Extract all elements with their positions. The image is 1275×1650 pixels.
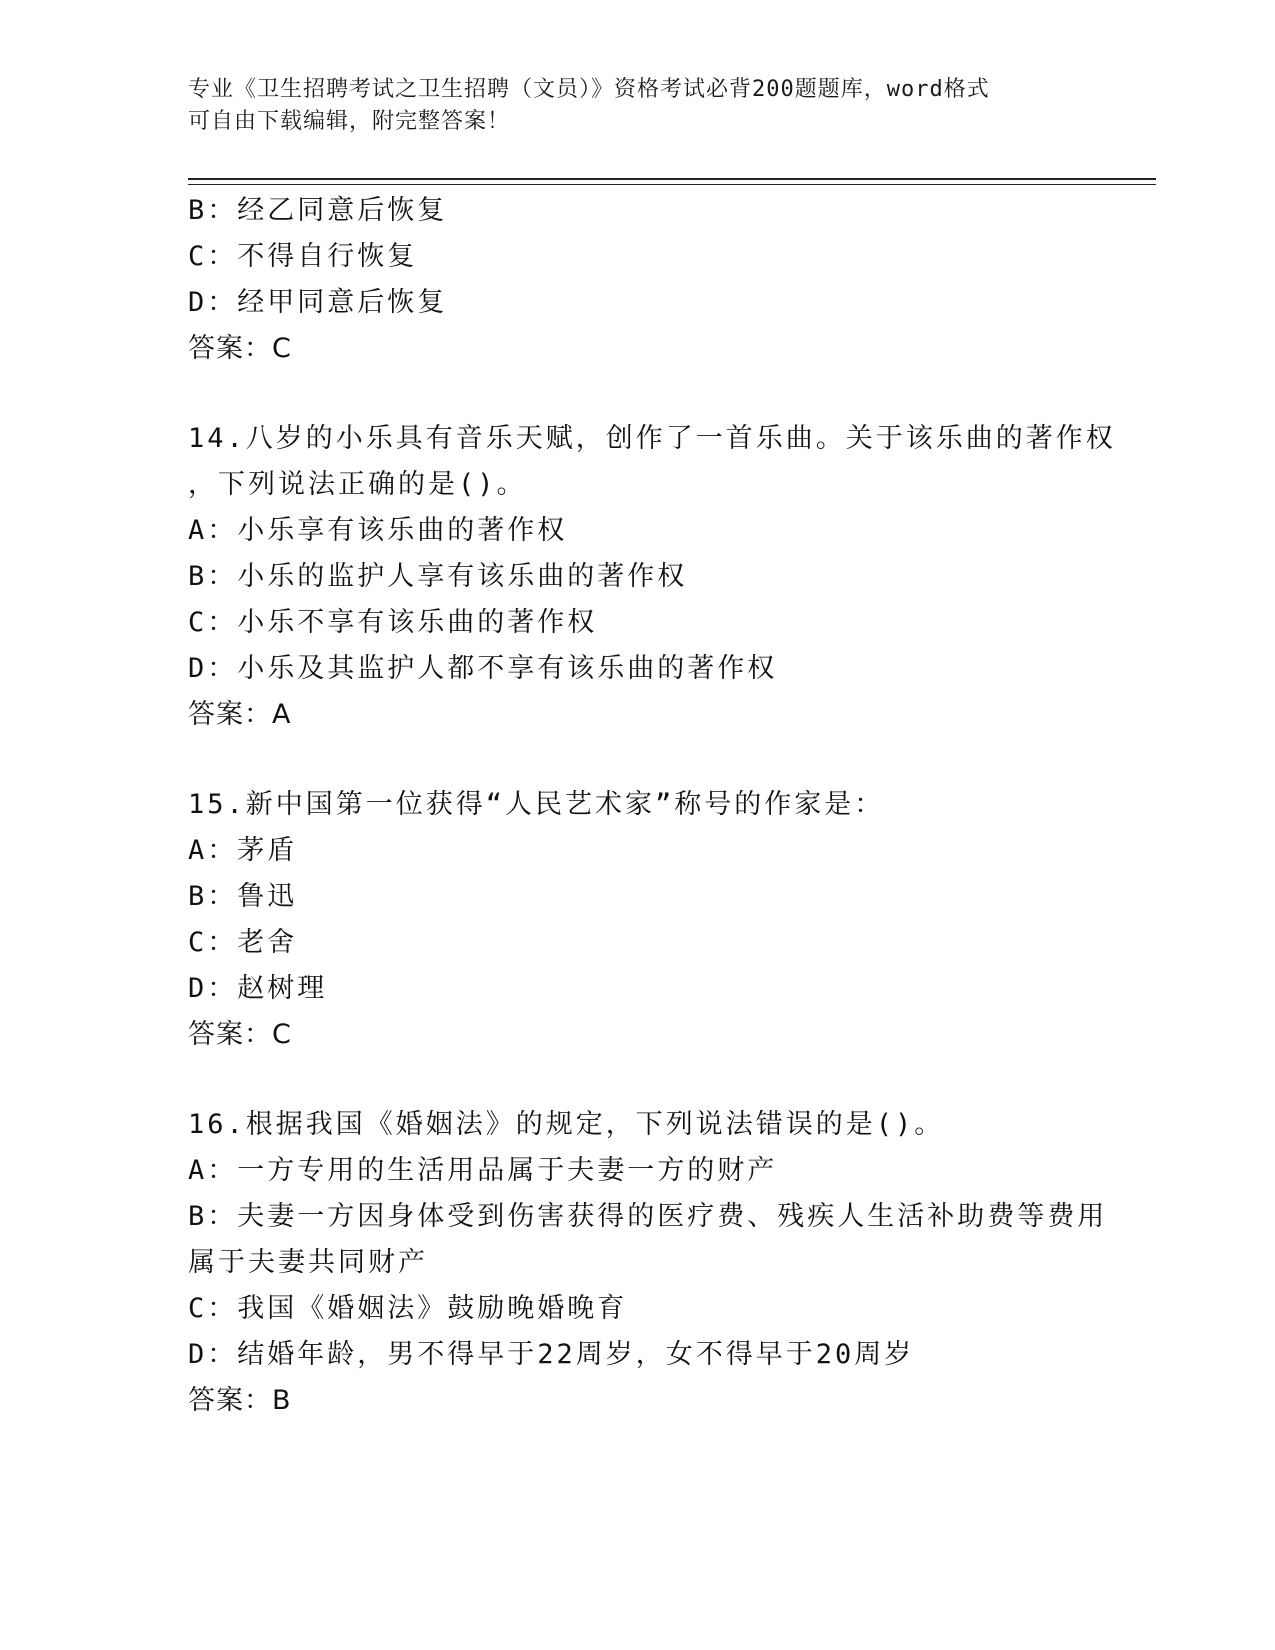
option-b: B：鲁迅 [188,881,298,912]
option-d: D：赵树理 [188,973,328,1004]
option-a: A：一方专用的生活用品属于夫妻一方的财产 [188,1155,778,1186]
option-c: C：我国《婚姻法》鼓励晚婚晚育 [188,1293,628,1324]
question-16 [188,1102,1148,1424]
answer-label: 答案：A [188,699,292,730]
question-spacer [188,1058,1148,1102]
option-c: C：老舍 [188,927,298,958]
option-d: D：结婚年龄，男不得早于22周岁，女不得早于20周岁 [188,1339,915,1370]
document-header [188,74,1088,138]
question-list [188,188,1148,1424]
header-title-line-1: 专业《卫生招聘考试之卫生招聘（文员）》资格考试必背200题题库，word格式 [188,77,990,102]
question-stem-line-1: 14.八岁的小乐具有音乐天赋，创作了一首乐曲。关于该乐曲的著作权 [188,423,1116,454]
answer-label: 答案：B [188,1385,292,1416]
question-14 [188,416,1148,738]
answer-label: 答案：C [188,333,292,364]
question-stem: 15.新中国第一位获得“人民艺术家”称号的作家是： [188,789,885,820]
question-spacer [188,738,1148,782]
answer-label: 答案：C [188,1019,292,1050]
option-b: B：小乐的监护人享有该乐曲的著作权 [188,561,688,592]
option-c: C：小乐不享有该乐曲的著作权 [188,607,598,638]
option-d: D：小乐及其监护人都不享有该乐曲的著作权 [188,653,778,684]
option-d: D：经甲同意后恢复 [188,287,448,318]
question-15 [188,782,1148,1058]
option-b-line-2: 属于夫妻共同财产 [188,1247,428,1278]
header-title-line-2: 可自由下载编辑，附完整答案！ [188,109,511,134]
question-stem-line-2: ，下列说法正确的是()。 [188,469,527,500]
header-divider-thick [188,178,1156,180]
option-b: B：经乙同意后恢复 [188,195,448,226]
question-spacer [188,372,1148,416]
question-13-continued [188,188,1148,372]
option-a: A：小乐享有该乐曲的著作权 [188,515,568,546]
option-b-line-1: B：夫妻一方因身体受到伤害获得的医疗费、残疾人生活补助费等费用 [188,1201,1108,1232]
option-c: C：不得自行恢复 [188,241,418,272]
header-divider-thin [188,184,1156,185]
question-stem: 16.根据我国《婚姻法》的规定，下列说法错误的是()。 [188,1109,945,1140]
option-a: A：茅盾 [188,835,298,866]
